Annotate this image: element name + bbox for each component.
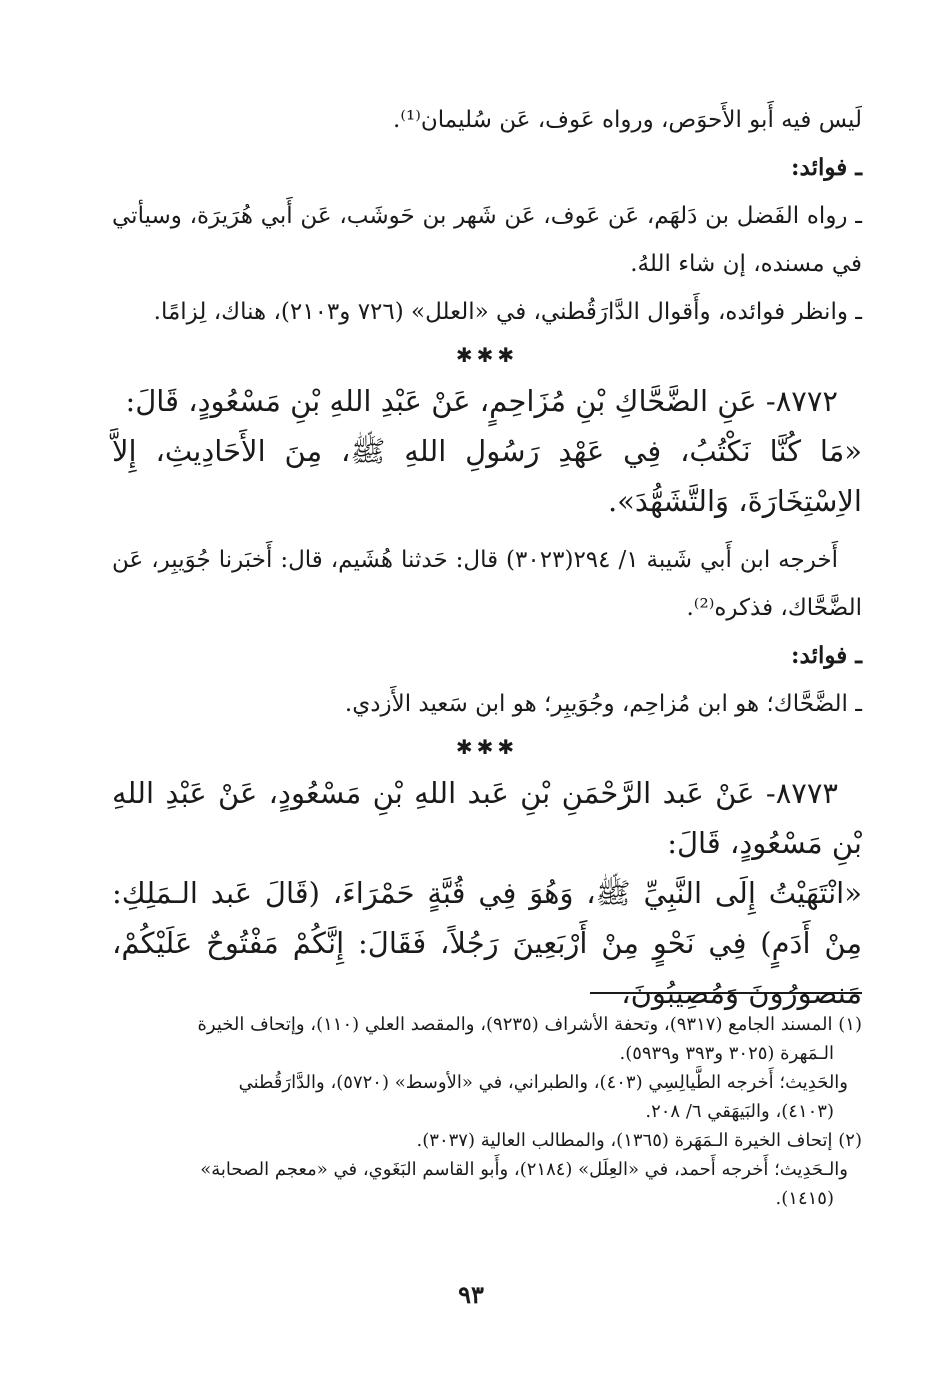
footnote-separator [590, 992, 862, 994]
footnote-1-line-3: والحَدِيث؛ أَخرجه الطَّيالِسِي (٤٠٣)، والطبراني، في «الأوسط» (٥٧٢٠)، والدَّارَقُطني [238, 1072, 848, 1093]
footnote-2-line-2: والـحَدِيث؛ أَخرجه أَحمد، في «العِلَل» (٢١٨٤)، وأَبو القاسم البَغَوي، في «معجم الصحابة» [200, 1159, 848, 1180]
footnote-1-line-1: (١) المسند الجامع (٩٣١٧)، وتحفة الأشراف (٩٢٣٥)، والمقصد العلي (١١٠)، وإتحاف الخيرة [197, 1014, 862, 1035]
footnotes [112, 1010, 862, 1213]
paragraph-3: ـ وانظر فوائده، وأَقوال الدَّارَقُطني، في «العلل» (٧٢٦ و٢١٠٣)، هناك، لِزامًا. [153, 299, 862, 325]
section-divider-stars-2: ✱✱✱ [455, 735, 519, 759]
paragraph-2: ـ رواه الفَضل بن دَلهَم، عَن عَوف، عَن شَهر بن حَوشَب، عَن أَبي هُرَيرَة، وسيأتي في مسنده، إن شاء اللهُ. [112, 203, 862, 277]
hadith-8772-intro: ٨٧٧٢- عَنِ الضَّحَّاكِ بْنِ مُزَاحِمٍ، عَنْ عَبْدِ اللهِ بْنِ مَسْعُودٍ، قَالَ: [125, 384, 838, 418]
footnote-1-line-2: الـمَهرة (٣٠٢٥ و٣٩٣ و٥٩٣٩). [619, 1043, 834, 1064]
section-divider-stars-1: ✱✱✱ [455, 343, 519, 367]
footnote-2-line-3: (١٤١٥). [775, 1188, 834, 1209]
hadith-8773-intro: ٨٧٧٣- عَنْ عَبد الرَّحْمَنِ بْنِ عَبد اللهِ بْنِ مَسْعُودٍ، عَنْ عَبْدِ اللهِ بْنِ مَسْعُودٍ، قَالَ: [112, 776, 862, 860]
page-number: ٩٣ [458, 1280, 484, 1309]
hadith-8773-text: «انْتَهَيْتُ إِلَى النَّبِيِّ ﷺ، وَهُوَ فِي قُبَّةٍ حَمْرَاءَ، (قَالَ عَبد الـمَلِكِ: مِنْ أَدَمٍ) فِي نَحْوٍ مِنْ أَرْبَعِينَ رَجُلاً، فَقَالَ: إِنَّكُمْ مَفْتُوحٌ عَلَيْكُمْ، مَنصورُونَ وَمُصِيبُونَ، [112, 876, 862, 1010]
paragraph-4: أَخرجه ابن أَبي شَيبة ١/ ٢٩٤(٣٠٢٣) قال: حَدثنا هُشَيم، قال: أَخبَرنا جُوَيبِر، عَن الضَّحَّاك، فذكره⁽²⁾. [112, 547, 862, 621]
paragraph-5: ـ الضَّحَّاك؛ هو ابن مُزاحِم، وجُوَيبِر؛ هو ابن سَعيد الأَزدي. [344, 691, 862, 717]
fawaid-heading-2: ـ فوائد: [791, 642, 862, 669]
footnote-2-line-1: (٢) إتحاف الخيرة الـمَهَرة (١٣٦٥)، والمطالب العالية (٣٠٣٧). [416, 1130, 862, 1151]
hadith-8772-text: «مَا كُنَّا نَكْتُبُ، فِي عَهْدِ رَسُولِ اللهِ ﷺ، مِنَ الأَحَادِيثِ، إِلاَّ الاِسْتِخَارَةَ، وَالتَّشَهُّدَ». [112, 434, 862, 518]
footnote-1-line-4: (٤١٠٣)، والبَيهَقي ٦/ ٢٠٨. [645, 1101, 834, 1122]
fawaid-heading-1: ـ فوائد: [791, 154, 862, 181]
paragraph-1: لَيس فيه أَبو الأَحوَص، ورواه عَوف، عَن سُليمان⁽¹⁾. [393, 107, 862, 133]
